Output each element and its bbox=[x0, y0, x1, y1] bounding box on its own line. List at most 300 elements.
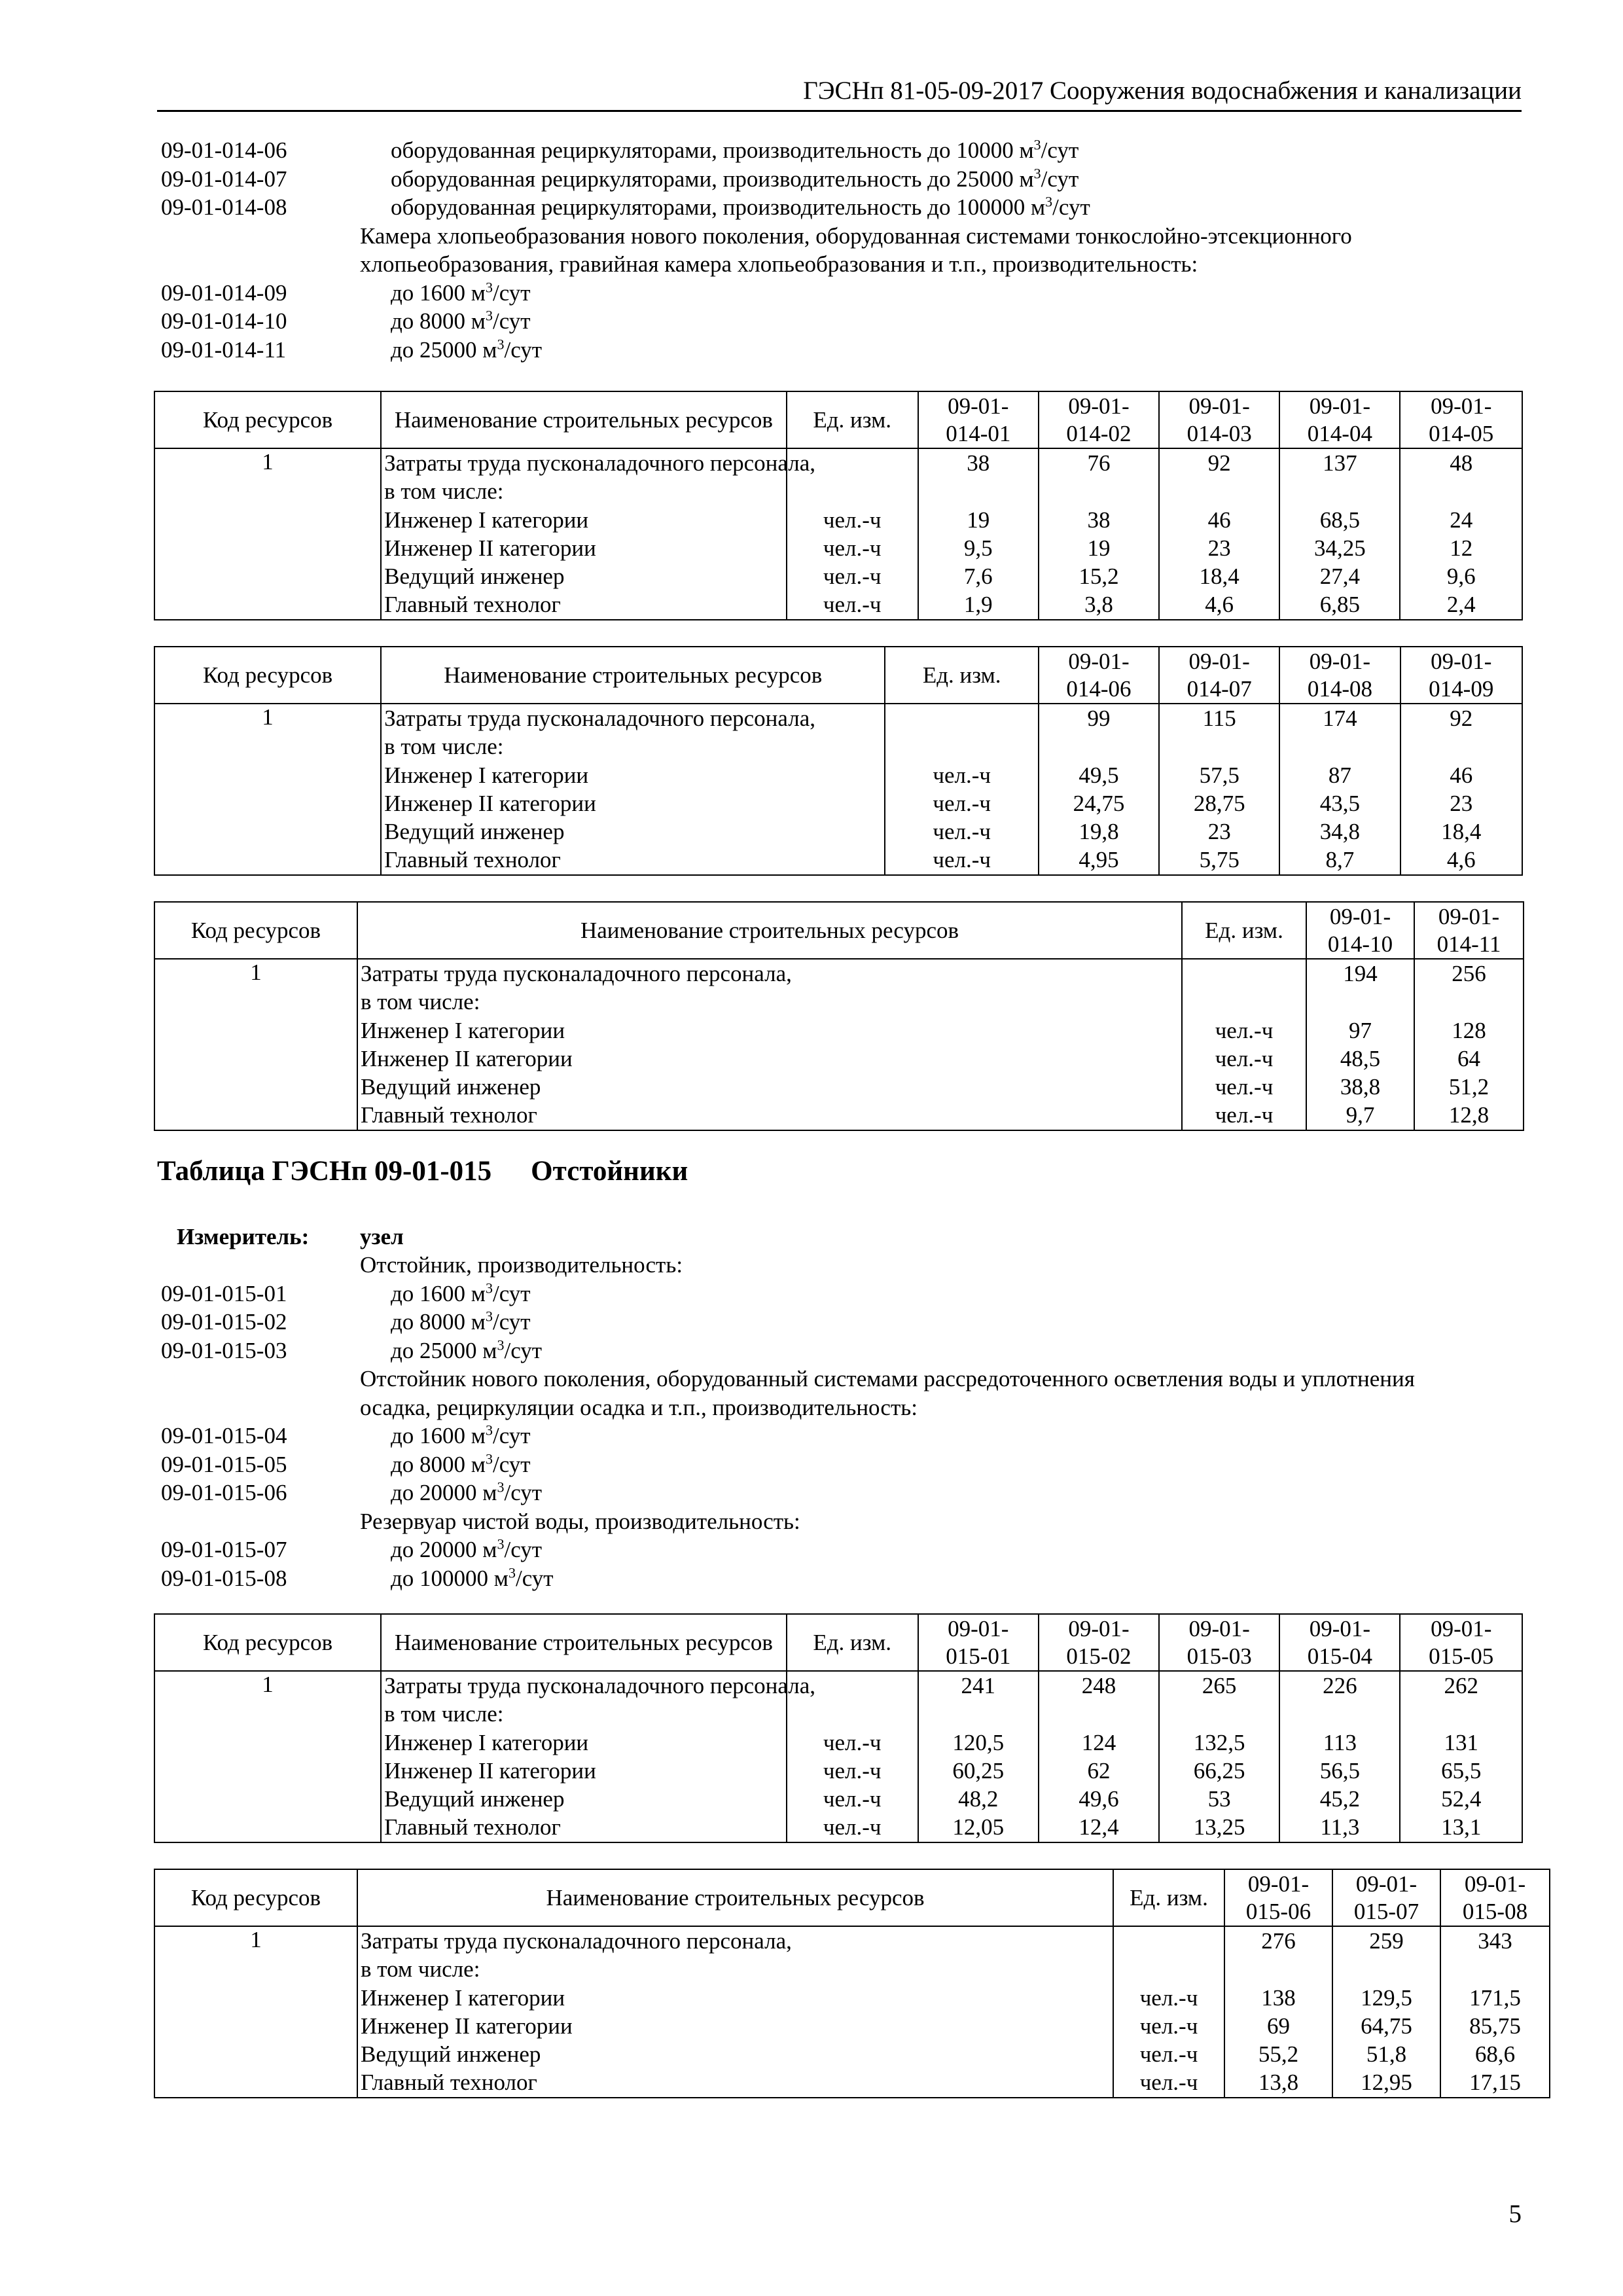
item-text bbox=[360, 250, 1198, 279]
item-code: 09-01-014-10 bbox=[161, 308, 287, 334]
item-text bbox=[360, 222, 1352, 251]
norm-code-line1: 09-01- bbox=[1188, 1615, 1250, 1641]
header-norm-code bbox=[1159, 391, 1279, 448]
norm-value: 4,6 bbox=[1205, 592, 1234, 618]
norm-value: 24 bbox=[1450, 507, 1473, 533]
item-text bbox=[391, 1308, 531, 1336]
header-norm-code bbox=[1414, 902, 1524, 959]
resource-name: в том числе: bbox=[384, 1701, 504, 1727]
table-title bbox=[157, 1155, 688, 1187]
resource-unit bbox=[790, 1700, 915, 1728]
norm-value: 60,25 bbox=[952, 1757, 1005, 1784]
norm-code-line1: 09-01- bbox=[1355, 1871, 1418, 1897]
norm-values bbox=[1279, 1671, 1400, 1842]
item-code: 09-01-015-01 bbox=[161, 1280, 287, 1306]
norm-code-line2: 014-07 bbox=[1186, 675, 1252, 702]
resource-units bbox=[885, 704, 1038, 875]
item-text bbox=[391, 1564, 554, 1593]
norm-value: 5,75 bbox=[1199, 847, 1240, 873]
norm-code-line2: 014-08 bbox=[1307, 675, 1372, 702]
header-unit: Ед. изм. bbox=[885, 647, 1038, 704]
item-text bbox=[391, 1422, 531, 1450]
resource-name: Затраты труда пусконаладочного персонала, bbox=[361, 1928, 792, 1954]
norm-value: 18,4 bbox=[1199, 564, 1240, 590]
resource-unit bbox=[790, 477, 915, 505]
norm-code-line2: 015-02 bbox=[1066, 1643, 1132, 1669]
item-text-main: до 8000 м bbox=[391, 1451, 486, 1477]
item-unit-suffix: /сут bbox=[504, 1337, 543, 1363]
header-norm-code bbox=[1039, 647, 1159, 704]
norm-value: 46 bbox=[1450, 762, 1473, 788]
norm-value: 68,6 bbox=[1474, 2041, 1516, 2068]
table-row bbox=[154, 448, 1522, 620]
header-norm-code bbox=[1039, 391, 1159, 448]
norm-code-line2: 014-03 bbox=[1186, 420, 1252, 446]
norm-code-line1: 09-01- bbox=[948, 1615, 1009, 1641]
norm-value bbox=[1042, 732, 1156, 761]
resource-table-014-06-09 bbox=[154, 646, 1523, 876]
item-text-main: до 25000 м bbox=[391, 1337, 497, 1363]
item-superscript: 3 bbox=[497, 1336, 505, 1353]
norm-value: 13,8 bbox=[1258, 2070, 1299, 2096]
norm-value: 9,7 bbox=[1346, 1102, 1375, 1128]
norm-value: 87 bbox=[1328, 762, 1351, 788]
norm-values bbox=[1279, 704, 1400, 875]
norm-value: 171,5 bbox=[1469, 1984, 1521, 2011]
norm-value: 34,8 bbox=[1319, 819, 1361, 845]
item-text-main: хлопьеобразования, гравийная камера хлопьеобразования и т.п., производительность: bbox=[360, 251, 1198, 277]
norm-value bbox=[1162, 1700, 1276, 1728]
item-text bbox=[391, 165, 1079, 194]
norm-values bbox=[1039, 1671, 1159, 1842]
resource-name: Затраты труда пусконаладочного персонала, bbox=[384, 450, 815, 476]
resource-code: 1 bbox=[154, 448, 381, 620]
resource-name: Инженер I категории bbox=[384, 762, 589, 788]
header-name: Наименование строительных ресурсов bbox=[357, 902, 1182, 959]
norm-value: 92 bbox=[1207, 450, 1231, 476]
norm-value bbox=[1042, 477, 1156, 505]
norm-value bbox=[1283, 1700, 1397, 1728]
item-text bbox=[360, 1251, 683, 1280]
item-unit-suffix: /сут bbox=[492, 1280, 531, 1306]
norm-value: 7,6 bbox=[963, 564, 993, 590]
norm-value: 9,6 bbox=[1446, 564, 1476, 590]
norm-code-line1: 09-01- bbox=[1329, 903, 1391, 929]
norm-value: 49,6 bbox=[1079, 1786, 1119, 1812]
norm-code-line1: 09-01- bbox=[1431, 1615, 1492, 1641]
item-unit-suffix: /сут bbox=[492, 1451, 531, 1477]
norm-values bbox=[918, 448, 1039, 620]
resource-unit: чел.-ч bbox=[823, 535, 882, 561]
table-row bbox=[154, 1671, 1522, 1842]
norm-value: 24,75 bbox=[1073, 790, 1125, 816]
norm-value: 132,5 bbox=[1193, 1729, 1245, 1755]
norm-code-line2: 015-06 bbox=[1245, 1898, 1311, 1924]
item-text-main: осадка, рециркуляции осадка и т.п., производительность: bbox=[360, 1394, 918, 1420]
norm-value: 46 bbox=[1207, 507, 1231, 533]
resource-unit: чел.-ч bbox=[1139, 2070, 1198, 2096]
item-superscript: 3 bbox=[508, 1564, 516, 1581]
resource-table-014-10-11 bbox=[154, 901, 1524, 1131]
norm-value: 23 bbox=[1207, 535, 1231, 561]
item-superscript: 3 bbox=[485, 1308, 493, 1325]
item-superscript: 3 bbox=[485, 307, 493, 324]
norm-value bbox=[1162, 477, 1276, 505]
table-title-code: Таблица ГЭСНп 09-01-015 bbox=[157, 1156, 492, 1187]
norm-code-line2: 015-05 bbox=[1429, 1643, 1494, 1669]
table-header-row bbox=[154, 902, 1524, 959]
resource-unit: чел.-ч bbox=[933, 790, 991, 816]
item-code: 09-01-015-08 bbox=[161, 1565, 287, 1591]
norm-value: 56,5 bbox=[1319, 1757, 1360, 1784]
resource-name: Главный технолог bbox=[361, 1102, 537, 1128]
norm-code-line1: 09-01- bbox=[1309, 393, 1371, 419]
resource-name: Главный технолог bbox=[384, 847, 561, 873]
norm-value: 18,4 bbox=[1441, 819, 1482, 845]
norm-value: 115 bbox=[1202, 706, 1236, 731]
norm-value: 51,2 bbox=[1448, 1074, 1489, 1100]
resource-name: в том числе: bbox=[361, 1956, 480, 1982]
norm-value: 8,7 bbox=[1325, 847, 1355, 873]
item-unit-suffix: /сут bbox=[515, 1565, 554, 1591]
header-name: Наименование строительных ресурсов bbox=[357, 1869, 1113, 1926]
item-text-main: Отстойник нового поколения, оборудованный системами рассредоточенного осветления воды и уплотнения bbox=[360, 1366, 1415, 1391]
norm-value: 48,2 bbox=[958, 1786, 999, 1812]
norm-value: 65,5 bbox=[1441, 1757, 1482, 1784]
norm-value: 12,8 bbox=[1448, 1102, 1489, 1128]
resource-unit: чел.-ч bbox=[1215, 1017, 1274, 1043]
norm-value: 137 bbox=[1323, 450, 1357, 476]
item-text bbox=[391, 1336, 542, 1365]
norm-value bbox=[1310, 988, 1411, 1016]
norm-value: 241 bbox=[961, 1673, 996, 1698]
norm-value: 23 bbox=[1207, 819, 1231, 845]
norm-code-line1: 09-01- bbox=[948, 393, 1009, 419]
norm-value: 49,5 bbox=[1079, 762, 1119, 788]
norm-value: 124 bbox=[1081, 1729, 1116, 1755]
norm-value: 13,1 bbox=[1441, 1814, 1482, 1840]
norm-value: 69 bbox=[1267, 2013, 1290, 2039]
item-text-main: до 1600 м bbox=[391, 1280, 486, 1306]
resource-unit: чел.-ч bbox=[1215, 1102, 1274, 1128]
norm-value bbox=[921, 1700, 1035, 1728]
header-norm-code bbox=[1400, 647, 1523, 704]
norm-values bbox=[1400, 704, 1523, 875]
resource-unit bbox=[1116, 1955, 1221, 1983]
item-text-main: до 1600 м bbox=[391, 279, 486, 306]
resource-name: Инженер I категории bbox=[384, 507, 589, 533]
item-superscript: 3 bbox=[485, 1279, 493, 1296]
norm-value: 194 bbox=[1343, 961, 1378, 986]
norm-value: 6,85 bbox=[1319, 592, 1360, 618]
norm-value: 45,2 bbox=[1319, 1786, 1360, 1812]
item-text bbox=[391, 336, 542, 365]
norm-value: 53 bbox=[1207, 1786, 1231, 1812]
norm-value: 28,75 bbox=[1193, 790, 1245, 816]
resource-name: Ведущий инженер bbox=[361, 1074, 541, 1100]
norm-value: 38 bbox=[967, 450, 990, 476]
item-superscript: 3 bbox=[1033, 136, 1041, 153]
resource-name: Затраты труда пусконаладочного персонала, bbox=[384, 1673, 815, 1698]
item-superscript: 3 bbox=[485, 1450, 493, 1467]
item-code: 09-01-015-05 bbox=[161, 1451, 287, 1477]
header-norm-code bbox=[1306, 902, 1414, 959]
norm-code-line1: 09-01- bbox=[1431, 648, 1492, 674]
item-text-main: до 20000 м bbox=[391, 1537, 497, 1562]
item-superscript: 3 bbox=[497, 1479, 505, 1496]
norm-value: 12,95 bbox=[1361, 2070, 1412, 2096]
norm-value: 226 bbox=[1323, 1673, 1357, 1698]
norm-code-line1: 09-01- bbox=[1188, 648, 1250, 674]
resource-name: Затраты труда пусконаладочного персонала, bbox=[361, 961, 792, 986]
resource-name: Главный технолог bbox=[384, 1814, 561, 1840]
header-norm-code bbox=[1440, 1869, 1550, 1926]
norm-value: 64 bbox=[1457, 1045, 1480, 1071]
item-code: 09-01-015-02 bbox=[161, 1309, 287, 1335]
item-text bbox=[391, 136, 1079, 165]
resource-unit bbox=[888, 732, 1035, 761]
norm-value: 19,8 bbox=[1079, 819, 1119, 845]
norm-value bbox=[1162, 732, 1276, 761]
norm-value: 19 bbox=[967, 507, 990, 533]
norm-value bbox=[1444, 1955, 1546, 1983]
norm-values bbox=[1414, 959, 1524, 1130]
resource-units bbox=[1182, 959, 1306, 1130]
item-text bbox=[391, 279, 531, 308]
item-superscript: 3 bbox=[1033, 164, 1041, 181]
norm-value: 68,5 bbox=[1319, 507, 1360, 533]
resource-unit: чел.-ч bbox=[933, 819, 991, 845]
item-superscript: 3 bbox=[1045, 193, 1053, 210]
resource-name: Затраты труда пусконаладочного персонала, bbox=[384, 706, 815, 731]
resource-names bbox=[357, 959, 1182, 1130]
header-norm-code bbox=[1224, 1869, 1332, 1926]
resource-units bbox=[1113, 1926, 1224, 2098]
norm-values bbox=[1159, 1671, 1279, 1842]
running-header: ГЭСНп 81-05-09-2017 Сооружения водоснабжения и канализации bbox=[157, 72, 1522, 112]
norm-value bbox=[1042, 1700, 1156, 1728]
resource-unit: чел.-ч bbox=[933, 847, 991, 873]
header-code: Код ресурсов bbox=[154, 391, 381, 448]
norm-value: 120,5 bbox=[952, 1729, 1005, 1755]
norm-value bbox=[1403, 477, 1519, 505]
norm-code-line1: 09-01- bbox=[1464, 1871, 1526, 1897]
norm-values bbox=[1159, 448, 1279, 620]
resource-name: Ведущий инженер bbox=[384, 819, 565, 845]
header-unit: Ед. изм. bbox=[1113, 1869, 1224, 1926]
item-code: 09-01-014-11 bbox=[161, 336, 287, 363]
item-text bbox=[391, 1479, 542, 1507]
norm-code-line2: 014-02 bbox=[1066, 420, 1132, 446]
norm-code-line2: 014-05 bbox=[1429, 420, 1494, 446]
item-text-main: оборудованная рециркуляторами, производительность до 25000 м bbox=[391, 166, 1034, 192]
header-norm-code bbox=[1279, 647, 1400, 704]
meter-value: узел bbox=[360, 1224, 404, 1249]
norm-value: 76 bbox=[1087, 450, 1111, 476]
norm-value: 57,5 bbox=[1199, 762, 1240, 788]
item-unit-suffix: /сут bbox=[1052, 194, 1090, 220]
norm-value: 129,5 bbox=[1361, 1984, 1412, 2011]
norm-value: 138 bbox=[1261, 1984, 1296, 2011]
resource-name: Инженер II категории bbox=[384, 790, 596, 816]
norm-values bbox=[1440, 1926, 1550, 2098]
norm-values bbox=[1400, 448, 1522, 620]
item-unit-suffix: /сут bbox=[504, 1537, 543, 1562]
item-code: 09-01-015-03 bbox=[161, 1337, 287, 1363]
norm-value: 174 bbox=[1323, 706, 1357, 731]
norm-values bbox=[1039, 704, 1159, 875]
norm-value: 9,5 bbox=[963, 535, 993, 561]
resource-name: Инженер II категории bbox=[384, 535, 596, 561]
header-name: Наименование строительных ресурсов bbox=[381, 391, 787, 448]
norm-code-line2: 015-07 bbox=[1353, 1898, 1419, 1924]
resource-code: 1 bbox=[154, 1671, 381, 1842]
norm-code-line1: 09-01- bbox=[1068, 1615, 1130, 1641]
norm-value bbox=[1404, 732, 1520, 761]
header-norm-code bbox=[1039, 1614, 1159, 1671]
norm-value: 17,15 bbox=[1469, 2070, 1521, 2096]
resource-unit: чел.-ч bbox=[823, 1757, 882, 1784]
norm-code-line1: 09-01- bbox=[1247, 1871, 1310, 1897]
norm-value: 15,2 bbox=[1079, 564, 1119, 590]
item-text bbox=[391, 193, 1090, 222]
resource-name: Инженер II категории bbox=[361, 2013, 573, 2039]
resource-unit: чел.-ч bbox=[823, 507, 882, 533]
page-number: 5 bbox=[1508, 2200, 1522, 2228]
norm-code-line2: 014-06 bbox=[1066, 675, 1132, 702]
resource-table-015-01-05 bbox=[154, 1613, 1523, 1843]
table-header-row bbox=[154, 391, 1522, 448]
norm-code-line2: 015-04 bbox=[1307, 1643, 1372, 1669]
header-code: Код ресурсов bbox=[154, 902, 357, 959]
resource-unit bbox=[1185, 988, 1303, 1016]
resource-unit: чел.-ч bbox=[1139, 2013, 1198, 2039]
resource-unit: чел.-ч bbox=[1215, 1074, 1274, 1100]
header-norm-code bbox=[1159, 1614, 1279, 1671]
resource-unit: чел.-ч bbox=[933, 762, 991, 788]
item-text-main: до 8000 м bbox=[391, 308, 486, 334]
norm-value: 99 bbox=[1087, 706, 1111, 731]
norm-value: 48,5 bbox=[1340, 1045, 1381, 1071]
norm-code-line1: 09-01- bbox=[1431, 393, 1492, 419]
header-norm-code bbox=[1279, 391, 1400, 448]
item-text bbox=[360, 1507, 800, 1536]
norm-values bbox=[1159, 704, 1279, 875]
item-unit-suffix: /сут bbox=[492, 279, 531, 306]
item-superscript: 3 bbox=[497, 335, 505, 352]
header-norm-code bbox=[1400, 1614, 1522, 1671]
item-text bbox=[391, 1280, 531, 1308]
item-text-main: оборудованная рециркуляторами, производительность до 100000 м bbox=[391, 194, 1046, 220]
resource-unit: чел.-ч bbox=[1139, 1984, 1198, 2011]
header-unit: Ед. изм. bbox=[787, 391, 918, 448]
resource-name: Инженер I категории bbox=[384, 1729, 589, 1755]
norm-value: 38,8 bbox=[1340, 1074, 1381, 1100]
item-text bbox=[360, 1365, 1415, 1393]
item-text bbox=[391, 1450, 531, 1479]
norm-value: 113 bbox=[1323, 1729, 1357, 1755]
item-unit-suffix: /сут bbox=[1041, 166, 1079, 192]
norm-value bbox=[921, 477, 1035, 505]
resource-unit: чел.-ч bbox=[1139, 2041, 1198, 2068]
norm-value: 64,75 bbox=[1361, 2013, 1412, 2039]
table-row bbox=[154, 704, 1522, 875]
item-text-main: до 20000 м bbox=[391, 1480, 497, 1505]
item-code: 09-01-015-04 bbox=[161, 1423, 287, 1448]
norm-code-line2: 014-01 bbox=[946, 420, 1011, 446]
item-text bbox=[391, 1535, 542, 1564]
table-row bbox=[154, 959, 1524, 1130]
header-norm-code bbox=[1332, 1869, 1440, 1926]
resource-name: Главный технолог bbox=[361, 2070, 537, 2096]
resource-name: Ведущий инженер bbox=[384, 564, 565, 590]
meter-label: Измеритель: bbox=[177, 1224, 310, 1249]
norm-value: 13,25 bbox=[1193, 1814, 1245, 1840]
norm-value: 38 bbox=[1087, 507, 1111, 533]
norm-value: 265 bbox=[1202, 1673, 1237, 1698]
norm-value: 66,25 bbox=[1193, 1757, 1245, 1784]
resource-unit: чел.-ч bbox=[1215, 1045, 1274, 1071]
norm-values bbox=[1332, 1926, 1440, 2098]
item-text-main: Отстойник, производительность: bbox=[360, 1252, 683, 1278]
header-unit: Ед. изм. bbox=[787, 1614, 918, 1671]
header-code: Код ресурсов bbox=[154, 1869, 357, 1926]
item-unit-suffix: /сут bbox=[492, 308, 531, 334]
table-header-row bbox=[154, 1614, 1522, 1671]
resource-name: в том числе: bbox=[361, 989, 480, 1015]
item-code: 09-01-014-08 bbox=[161, 194, 287, 220]
item-code: 09-01-015-07 bbox=[161, 1537, 287, 1562]
norm-value: 259 bbox=[1369, 1928, 1404, 1954]
resource-name: Ведущий инженер bbox=[361, 2041, 541, 2068]
norm-value: 11,3 bbox=[1320, 1814, 1360, 1840]
header-unit: Ед. изм. bbox=[1182, 902, 1306, 959]
item-text-main: Камера хлопьеобразования нового поколения, оборудованная системами тонкослойно-этсекционного bbox=[360, 223, 1352, 249]
item-text-main: оборудованная рециркуляторами, производительность до 10000 м bbox=[391, 137, 1034, 163]
norm-code-line2: 014-09 bbox=[1429, 675, 1494, 702]
item-code: 09-01-014-09 bbox=[161, 279, 287, 306]
resource-name: Инженер II категории bbox=[384, 1757, 596, 1784]
item-text-main: до 1600 м bbox=[391, 1423, 486, 1448]
norm-value: 128 bbox=[1452, 1017, 1486, 1043]
norm-value: 4,6 bbox=[1446, 847, 1476, 873]
resource-code: 1 bbox=[154, 959, 357, 1130]
norm-value bbox=[1336, 1955, 1437, 1983]
item-text bbox=[360, 1393, 918, 1422]
norm-value bbox=[1228, 1955, 1329, 1983]
resource-code: 1 bbox=[154, 704, 381, 875]
item-superscript: 3 bbox=[497, 1535, 505, 1552]
resource-unit: чел.-ч bbox=[823, 1729, 882, 1755]
resource-unit bbox=[1116, 1927, 1221, 1955]
norm-values bbox=[1306, 959, 1414, 1130]
norm-code-line2: 015-01 bbox=[946, 1643, 1011, 1669]
item-code: 09-01-014-07 bbox=[161, 166, 287, 192]
resource-unit: чел.-ч bbox=[823, 1786, 882, 1812]
resource-name: Инженер I категории bbox=[361, 1017, 565, 1043]
resource-code: 1 bbox=[154, 1926, 357, 2098]
norm-value: 48 bbox=[1450, 450, 1473, 476]
resource-table-014-01-05 bbox=[154, 391, 1523, 620]
header-name: Наименование строительных ресурсов bbox=[381, 1614, 787, 1671]
norm-value bbox=[1418, 988, 1520, 1016]
resource-names bbox=[381, 704, 885, 875]
norm-value: 343 bbox=[1478, 1928, 1512, 1954]
table-title-name: Отстойники bbox=[531, 1156, 688, 1187]
norm-value: 52,4 bbox=[1441, 1786, 1482, 1812]
norm-code-line1: 09-01- bbox=[1309, 1615, 1371, 1641]
item-unit-suffix: /сут bbox=[504, 1480, 543, 1505]
